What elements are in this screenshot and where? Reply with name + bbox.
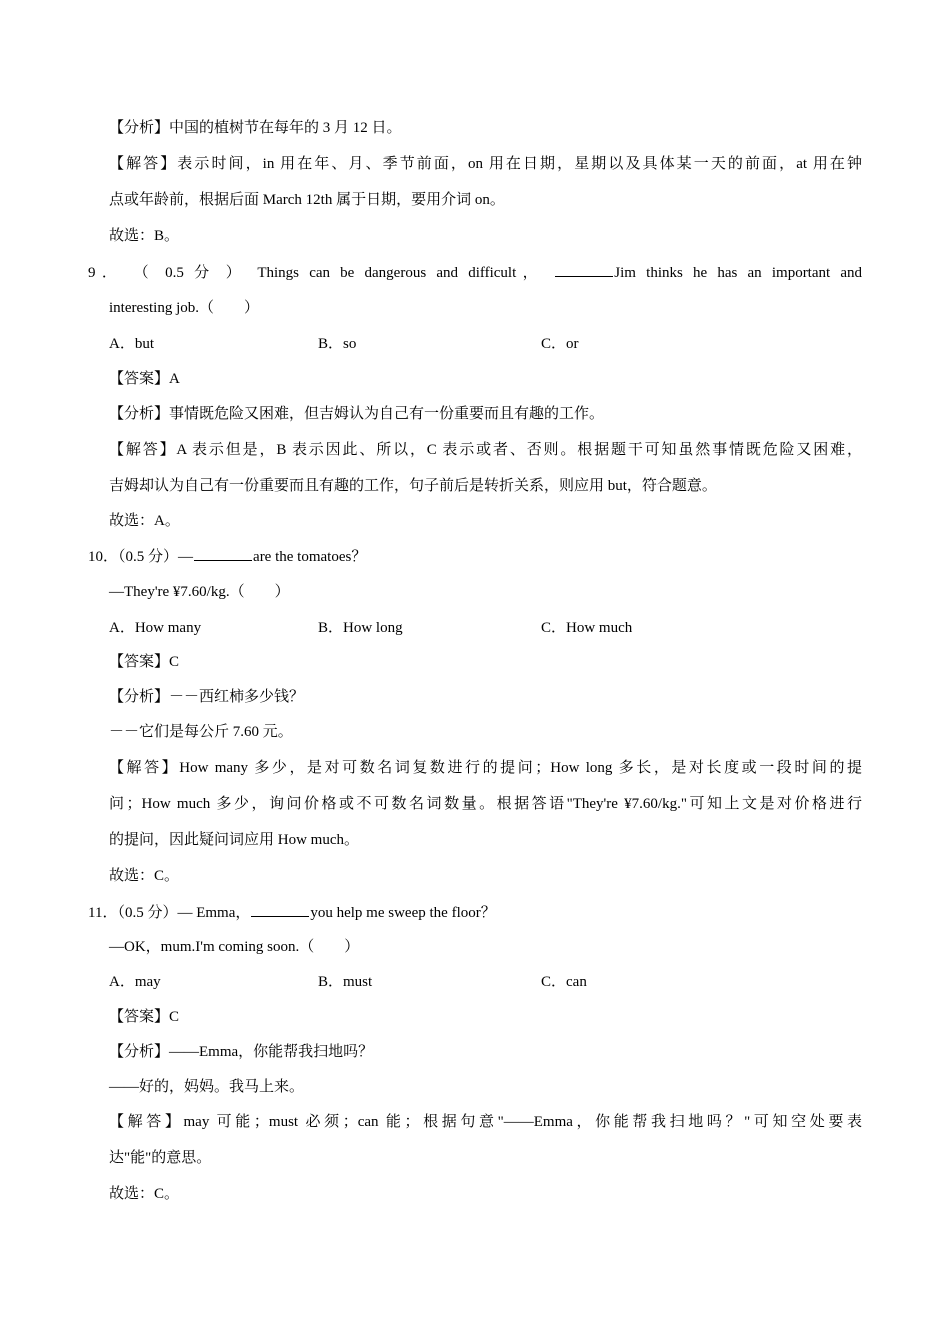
q10-answer-detail-line2: 问；How much 多少，询问价格或不可数名词数量。根据答语"They're ¥7.60/kg."可知上文是对价格进行 [109, 796, 862, 812]
q11-choice: 故选：C。 [109, 1186, 180, 1202]
q10-analysis-line1: 【分析】－－西红柿多少钱？ [109, 689, 305, 705]
q11-option-b: B．must [318, 974, 373, 990]
q10-stem [88, 546, 366, 567]
q11-key: 【答案】C [109, 1009, 180, 1025]
q9-score: （ 0.5 分 ） [133, 265, 248, 281]
q8-answer-detail-line2: 点或年龄前，根据后面 March 12th 属于日期，要用介词 on。 [109, 192, 505, 208]
q9-stem-before: Things can be dangerous and difficult， [257, 265, 545, 281]
q10-stem-line2: —They're ¥7.60/kg.（ ） [109, 584, 290, 600]
q11-answer-detail-line2: 达"能"的意思。 [109, 1150, 212, 1166]
q9-analysis: 【分析】事情既危险又困难，但吉姆认为自己有一份重要而且有趣的工作。 [109, 406, 605, 422]
q9-stem-after: Jim thinks he has an important and [614, 265, 863, 281]
q10-number: 10． [88, 549, 119, 565]
q11-analysis-line1: 【分析】——Emma，你能帮我扫地吗？ [109, 1044, 374, 1060]
q10-analysis-line2: －－它们是每公斤 7.60 元。 [109, 724, 293, 740]
q9-choice: 故选：A。 [109, 513, 180, 529]
q10-answer-detail-line1: 【解答】How many 多少，是对可数名词复数进行的提问；How long 多长，是对长度或一段时间的提 [109, 760, 862, 776]
q10-stem-after: are the tomatoes？ [253, 549, 367, 565]
q10-choice: 故选：C。 [109, 868, 180, 884]
q11-blank [251, 902, 309, 917]
q10-key: 【答案】C [109, 654, 180, 670]
q11-option-a: A．may [109, 974, 161, 990]
q11-stem-after: you help me sweep the floor？ [310, 905, 496, 921]
q10-option-c: C．How much [541, 620, 633, 636]
q9-answer-detail-line2: 吉姆却认为自己有一份重要而且有趣的工作，句子前后是转折关系，则应用 but，符合题意。 [109, 478, 717, 494]
q9-option-a: A．but [109, 336, 155, 352]
q10-blank [194, 546, 252, 561]
q11-score: （0.5 分）— Emma， [117, 905, 251, 921]
q9-option-c: C．or [541, 336, 579, 352]
q11-answer-detail-line1: 【解答】may 可能；must 必须；can 能；根据句意"——Emma，你能帮我扫地吗？"可知空处要表 [109, 1114, 862, 1130]
q10-option-b: B．How long [318, 620, 403, 636]
q10-score: （0.5 分）— [118, 549, 194, 565]
q9-blank [555, 262, 613, 277]
q11-stem-line2: —OK，mum.I'm coming soon.（ ） [109, 939, 360, 955]
q9-key: 【答案】A [109, 371, 180, 387]
q11-option-c: C．can [541, 974, 587, 990]
q11-stem [88, 902, 496, 923]
q8-choice: 故选：B。 [109, 228, 180, 244]
q9-number: 9． [88, 265, 124, 281]
q10-option-a: A．How many [109, 620, 202, 636]
q9-answer-detail-line1: 【解答】A 表示但是，B 表示因此、所以，C 表示或者、否则。根据题干可知虽然事情既危险又困难， [109, 442, 862, 458]
q10-answer-detail-line3: 的提问，因此疑问词应用 How much。 [109, 832, 359, 848]
q8-answer-detail-line1: 【解答】表示时间，in 用在年、月、季节前面，on 用在日期，星期以及具体某一天的前面，at 用在钟 [109, 156, 862, 172]
q9-stem [88, 262, 862, 283]
q9-stem-line2: interesting job.（ ） [109, 300, 259, 316]
q11-analysis-line2: ——好的，妈妈。我马上来。 [109, 1079, 305, 1095]
q11-number: 11． [88, 905, 118, 921]
q8-analysis: 【分析】中国的植树节在每年的 3 月 12 日。 [109, 120, 402, 136]
q9-option-b: B．so [318, 336, 357, 352]
